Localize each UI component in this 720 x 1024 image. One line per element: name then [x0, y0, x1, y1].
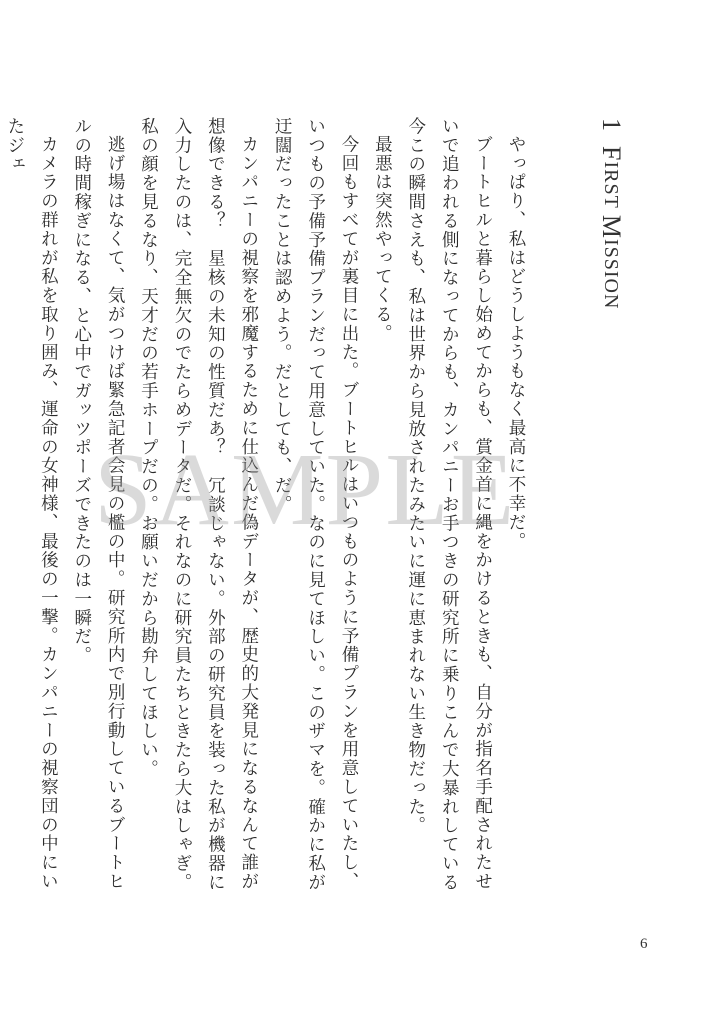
paragraph-6: 逃げ場はなくて、気がつけば緊急記者会見の檻の中。研究所内で別行動しているブートヒルの時間稼ぎになる、と心中でガッツポーズできたのは一瞬だ。: [71, 117, 126, 891]
paragraph-1: やっぱり、私はどうしようもなく最高に不幸だ。: [506, 134, 526, 551]
paragraph-3: 最悪は突然やってくる。: [372, 134, 393, 343]
chapter-number: 1: [597, 118, 626, 132]
paragraph-2: ブートヒルと暮らし始めてからも、賞金首に縄をかけるときも、自分が指名手配されたせいで追われる側になってからも、カンパニーお手つきの研究所に乗りこんで大暴れしている今この瞬間さえも、私は世界から見放されたみたいに運に恵まれない生き物だった。: [405, 117, 493, 892]
paragraph-5: カンパニーの視察を邪魔するために仕込んだ偽データが、歴史的大発見になるなんて誰が想像できる？ 星核の未知の性質だあ？ 冗談じゃない。外部の研究員を装った私が機器に入力したのは、完全無欠のでたらめデータだ。それなのに研究員たちときたら大はしゃぎ。私の顔を見るなり、天才だの若手ホープだの。お願いだから勘弁してほしい。: [138, 117, 259, 892]
page-number: 6: [640, 936, 648, 952]
chapter-heading: [596, 118, 626, 309]
chapter-title-rest-first: IRST: [600, 161, 622, 209]
sample-watermark: SAMPLE: [94, 432, 517, 547]
chapter-title-initial-f: F: [597, 146, 626, 162]
paragraph-4: 今回もすべてが裏目に出た。ブートヒルはいつものように予備プランを用意していたし、いつもの予備予備プランだって用意していた。なのに見てほしい。このザマを。確かに私が迂闊だったことは認めよう。だとしても、だ。: [272, 117, 359, 892]
chapter-title-rest-mission: ISSION: [600, 238, 622, 310]
chapter-title-initial-m: M: [597, 214, 626, 239]
body-text: [0, 117, 532, 897]
paragraph-7: カメラの群れが私を取り囲み、運命の女神様、最後の一撃。カンパニーの視察団の中にいたジェ: [4, 117, 59, 891]
